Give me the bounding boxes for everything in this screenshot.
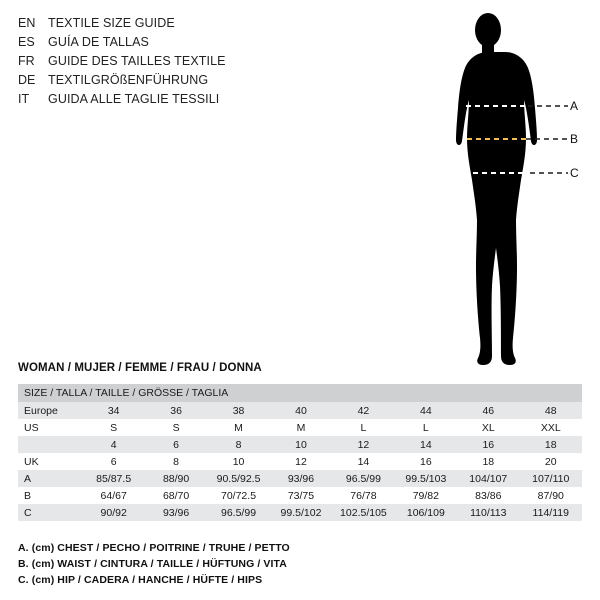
cell: 16 bbox=[457, 436, 519, 453]
cell: 76/78 bbox=[332, 487, 394, 504]
note-a: A. (cm) CHEST / PECHO / POITRINE / TRUHE / PETTO bbox=[18, 542, 290, 554]
row-label-us-numeric bbox=[18, 436, 82, 453]
language-code-en: EN bbox=[18, 16, 36, 30]
cell: 48 bbox=[520, 402, 583, 419]
language-code-fr: FR bbox=[18, 54, 35, 68]
cell: 68/70 bbox=[145, 487, 207, 504]
cell: 16 bbox=[395, 453, 457, 470]
row-label-uk: UK bbox=[18, 453, 82, 470]
cell: 90/92 bbox=[82, 504, 144, 521]
row-label-c: C bbox=[18, 504, 82, 521]
cell: 104/107 bbox=[457, 470, 519, 487]
language-code-de: DE bbox=[18, 73, 36, 87]
row-label-us: US bbox=[18, 419, 82, 436]
measurement-marker-a: A bbox=[570, 99, 579, 113]
body-figure bbox=[420, 8, 590, 373]
table-header-row bbox=[18, 384, 582, 402]
cell: 20 bbox=[520, 453, 583, 470]
size-table-wrapper bbox=[18, 384, 582, 521]
row-label-a: A bbox=[18, 470, 82, 487]
cell: 99.5/102 bbox=[270, 504, 332, 521]
cell: 40 bbox=[270, 402, 332, 419]
cell: 114/119 bbox=[520, 504, 583, 521]
row-label-europe: Europe bbox=[18, 402, 82, 419]
language-code-es: ES bbox=[18, 35, 35, 49]
cell: 4 bbox=[82, 436, 144, 453]
language-row-fr bbox=[18, 52, 318, 71]
cell: 14 bbox=[332, 453, 394, 470]
cell: 93/96 bbox=[270, 470, 332, 487]
note-b: B. (cm) WAIST / CINTURA / TAILLE / HÜFTUNG / VITA bbox=[18, 558, 287, 570]
note-c: C. (cm) HIP / CADERA / HANCHE / HÜFTE / HIPS bbox=[18, 574, 263, 586]
cell: 96.5/99 bbox=[332, 470, 394, 487]
cell: 36 bbox=[145, 402, 207, 419]
section-title-woman: WOMAN / MUJER / FEMME / FRAU / DONNA bbox=[18, 362, 262, 374]
cell: 90.5/92.5 bbox=[207, 470, 269, 487]
cell: 87/90 bbox=[520, 487, 583, 504]
cell: 12 bbox=[332, 436, 394, 453]
cell: 70/72.5 bbox=[207, 487, 269, 504]
cell: 38 bbox=[207, 402, 269, 419]
language-text-fr: GUIDE DES TAILLES TEXTILE bbox=[48, 54, 226, 68]
cell: 44 bbox=[395, 402, 457, 419]
cell: XL bbox=[457, 419, 519, 436]
cell: 34 bbox=[82, 402, 144, 419]
cell: 64/67 bbox=[82, 487, 144, 504]
cell: 73/75 bbox=[270, 487, 332, 504]
cell: L bbox=[332, 419, 394, 436]
cell: 10 bbox=[270, 436, 332, 453]
measurement-marker-b: B bbox=[570, 132, 579, 146]
cell: 10 bbox=[207, 453, 269, 470]
language-code-it: IT bbox=[18, 92, 30, 106]
cell: S bbox=[82, 419, 144, 436]
language-row-de bbox=[18, 71, 318, 90]
female-silhouette-icon bbox=[420, 8, 590, 373]
cell: 8 bbox=[145, 453, 207, 470]
measurement-notes bbox=[18, 540, 578, 588]
cell: L bbox=[395, 419, 457, 436]
cell: 46 bbox=[457, 402, 519, 419]
table-row bbox=[18, 504, 582, 521]
table-row bbox=[18, 470, 582, 487]
cell: 88/90 bbox=[145, 470, 207, 487]
cell: 18 bbox=[520, 436, 583, 453]
cell: 12 bbox=[270, 453, 332, 470]
cell: 110/113 bbox=[457, 504, 519, 521]
cell: 79/82 bbox=[395, 487, 457, 504]
language-text-it: GUIDA ALLE TAGLIE TESSILI bbox=[48, 92, 220, 106]
language-text-en: TEXTILE SIZE GUIDE bbox=[48, 16, 175, 30]
cell: 93/96 bbox=[145, 504, 207, 521]
cell: 85/87.5 bbox=[82, 470, 144, 487]
language-text-es: GUÍA DE TALLAS bbox=[48, 35, 149, 49]
cell: 106/109 bbox=[395, 504, 457, 521]
cell: 83/86 bbox=[457, 487, 519, 504]
measurement-marker-c: C bbox=[570, 166, 579, 180]
cell: 96.5/99 bbox=[207, 504, 269, 521]
cell: 18 bbox=[457, 453, 519, 470]
table-row bbox=[18, 419, 582, 436]
size-table bbox=[18, 384, 582, 521]
table-row bbox=[18, 402, 582, 419]
table-row bbox=[18, 436, 582, 453]
language-row-en bbox=[18, 14, 318, 33]
language-header-block bbox=[18, 14, 318, 109]
cell: XXL bbox=[520, 419, 583, 436]
cell: S bbox=[145, 419, 207, 436]
language-text-de: TEXTILGRÖßENFÜHRUNG bbox=[48, 73, 209, 87]
row-label-b: B bbox=[18, 487, 82, 504]
cell: 99.5/103 bbox=[395, 470, 457, 487]
cell: 42 bbox=[332, 402, 394, 419]
cell: 8 bbox=[207, 436, 269, 453]
cell: 6 bbox=[145, 436, 207, 453]
cell: M bbox=[207, 419, 269, 436]
language-row-es bbox=[18, 33, 318, 52]
cell: 6 bbox=[82, 453, 144, 470]
table-row bbox=[18, 487, 582, 504]
table-row bbox=[18, 453, 582, 470]
cell: 102.5/105 bbox=[332, 504, 394, 521]
cell: M bbox=[270, 419, 332, 436]
cell: 14 bbox=[395, 436, 457, 453]
table-header-label: SIZE / TALLA / TAILLE / GRÖSSE / TAGLIA bbox=[18, 384, 582, 402]
cell: 107/110 bbox=[520, 470, 583, 487]
language-row-it bbox=[18, 90, 318, 109]
